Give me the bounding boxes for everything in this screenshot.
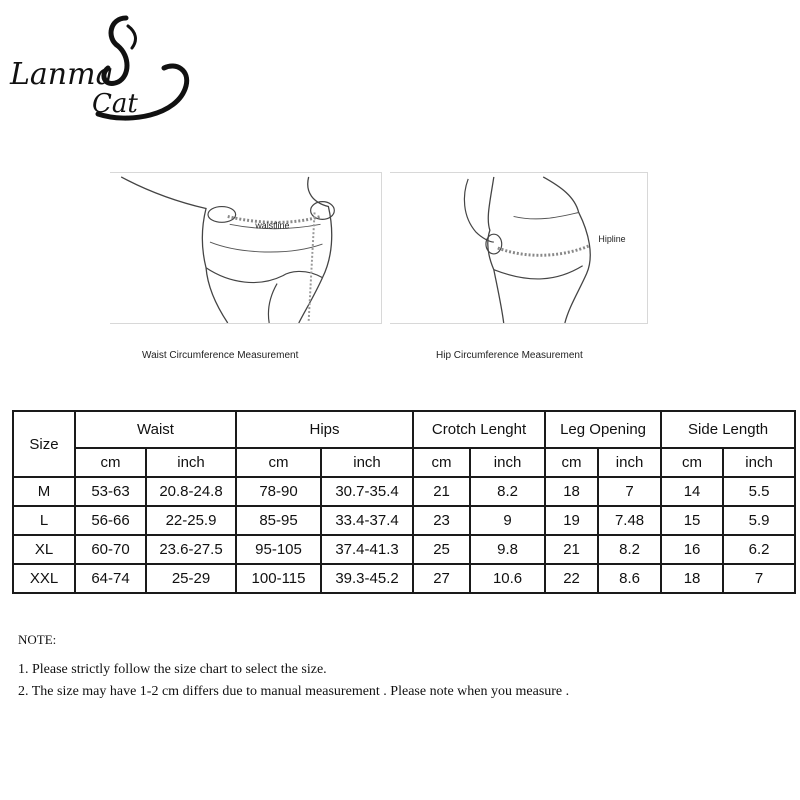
table-cell: 5.5 [723, 477, 795, 506]
table-cell: 14 [661, 477, 723, 506]
hip-illustration [390, 172, 648, 324]
unit-header: inch [146, 448, 236, 477]
size-chart-table [12, 410, 796, 594]
table-cell: 53-63 [75, 477, 146, 506]
group-header-waist: Waist [75, 411, 236, 448]
table-cell: 7 [723, 564, 795, 593]
table-cell: 25 [413, 535, 470, 564]
notes-section [18, 632, 569, 706]
unit-header: cm [236, 448, 321, 477]
table-cell: 21 [545, 535, 598, 564]
table-cell: 25-29 [146, 564, 236, 593]
group-header-crotch: Crotch Lenght [413, 411, 545, 448]
table-cell: 56-66 [75, 506, 146, 535]
unit-header: cm [661, 448, 723, 477]
waist-caption: Waist Circumference Measurement [142, 350, 299, 361]
table-cell: 22 [545, 564, 598, 593]
table-cell: 30.7-35.4 [321, 477, 413, 506]
table-cell: 20.8-24.8 [146, 477, 236, 506]
table-cell: 7 [598, 477, 661, 506]
table-cell: 95-105 [236, 535, 321, 564]
table-cell: 9.8 [470, 535, 545, 564]
table-cell: 85-95 [236, 506, 321, 535]
table-row [13, 535, 795, 564]
group-header-hips: Hips [236, 411, 413, 448]
hip-caption: Hip Circumference Measurement [436, 350, 583, 361]
brand-logo [8, 6, 198, 126]
table-cell: 6.2 [723, 535, 795, 564]
table-cell: 15 [661, 506, 723, 535]
size-header: Size [13, 411, 75, 477]
table-cell: 23 [413, 506, 470, 535]
logo-text-top: Lanma [10, 57, 114, 92]
table-row [13, 506, 795, 535]
waist-illustration [110, 172, 382, 324]
table-cell: 21 [413, 477, 470, 506]
table-group-header-row [13, 411, 795, 448]
table-row [13, 477, 795, 506]
table-cell: 5.9 [723, 506, 795, 535]
table-cell: 10.6 [470, 564, 545, 593]
unit-header: inch [470, 448, 545, 477]
table-cell: 16 [661, 535, 723, 564]
logo-text-bottom: Cat [92, 89, 138, 119]
unit-header: inch [598, 448, 661, 477]
table-cell: 8.2 [598, 535, 661, 564]
note-line-1: 1. Please strictly follow the size chart to select the size. [18, 662, 327, 677]
table-cell: 18 [661, 564, 723, 593]
hipline-label: Hipline [598, 234, 626, 245]
table-cell: M [13, 477, 75, 506]
table-cell: 33.4-37.4 [321, 506, 413, 535]
table-cell: 8.2 [470, 477, 545, 506]
unit-header: cm [413, 448, 470, 477]
table-unit-header-row [13, 448, 795, 477]
table-cell: 7.48 [598, 506, 661, 535]
table-cell: 100-115 [236, 564, 321, 593]
unit-header: inch [723, 448, 795, 477]
table-row [13, 564, 795, 593]
table-cell: 18 [545, 477, 598, 506]
brand-logo-mark [8, 6, 198, 126]
unit-header: cm [75, 448, 146, 477]
table-cell: 37.4-41.3 [321, 535, 413, 564]
table-cell: 22-25.9 [146, 506, 236, 535]
notes-title: NOTE: [18, 632, 57, 647]
table-cell: XXL [13, 564, 75, 593]
group-header-side-length: Side Length [661, 411, 795, 448]
table-cell: L [13, 506, 75, 535]
table-cell: 9 [470, 506, 545, 535]
table-cell: 64-74 [75, 564, 146, 593]
table-cell: 27 [413, 564, 470, 593]
unit-header: inch [321, 448, 413, 477]
group-header-leg-opening: Leg Opening [545, 411, 661, 448]
table-cell: 8.6 [598, 564, 661, 593]
table-cell: 23.6-27.5 [146, 535, 236, 564]
waistline-label: waistline [255, 220, 290, 231]
table-cell: 60-70 [75, 535, 146, 564]
table-cell: 39.3-45.2 [321, 564, 413, 593]
unit-header: cm [545, 448, 598, 477]
table-cell: 78-90 [236, 477, 321, 506]
table-cell: XL [13, 535, 75, 564]
note-line-2: 2. The size may have 1-2 cm differs due to manual measurement . Please note when you measure . [18, 684, 570, 699]
table-cell: 19 [545, 506, 598, 535]
